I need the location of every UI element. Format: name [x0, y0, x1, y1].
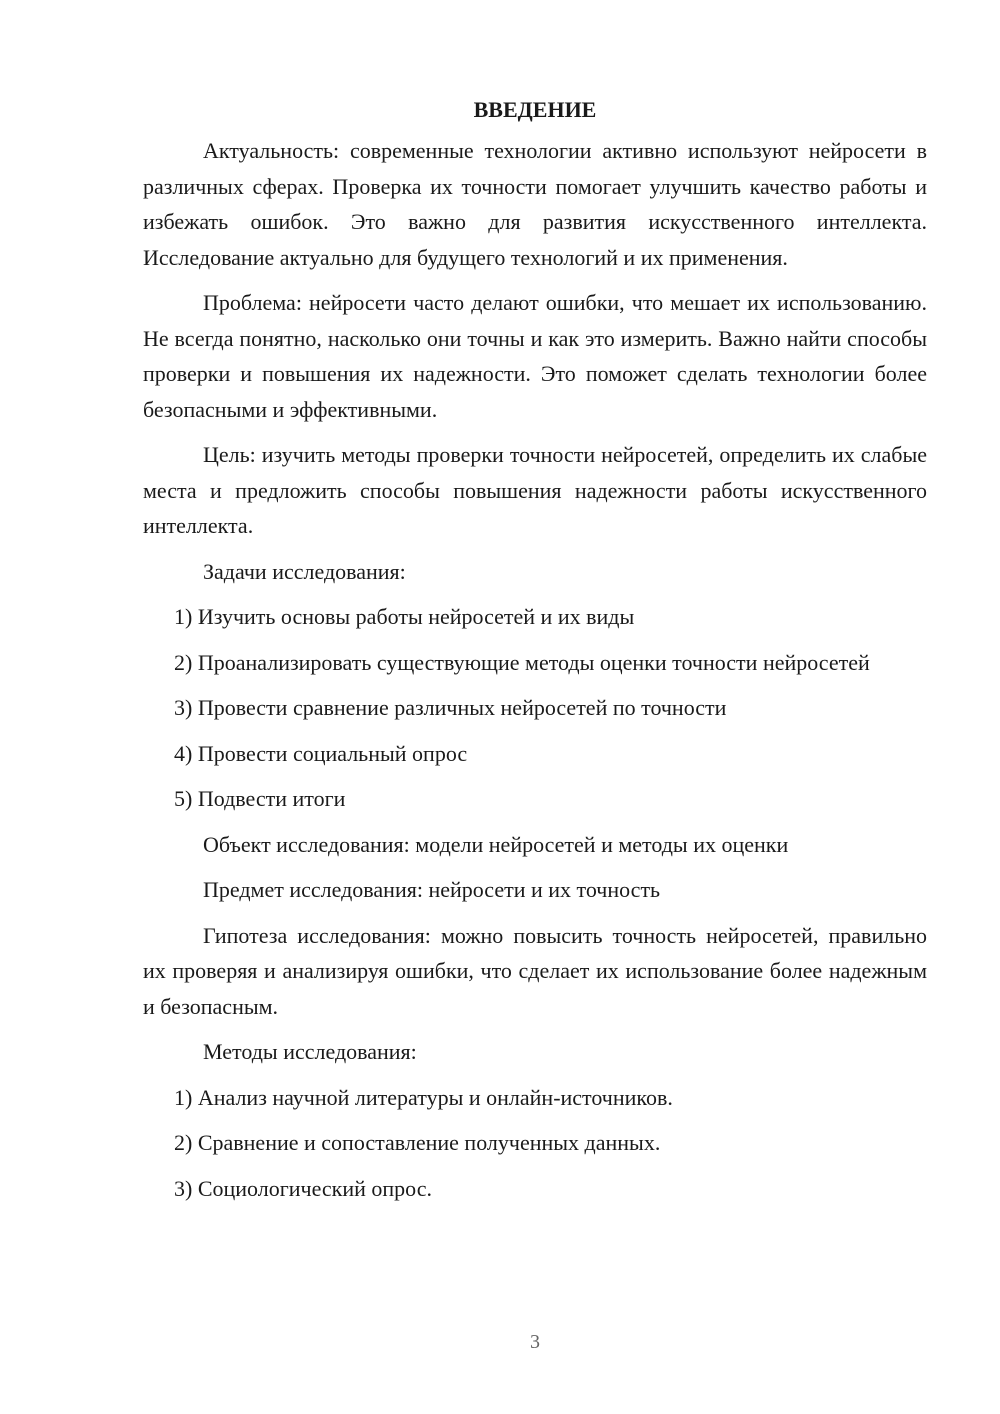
task-item-1: 1) Изучить основы работы нейросетей и их виды [174, 604, 635, 629]
method-item-1: 1) Анализ научной литературы и онлайн-источников. [174, 1084, 673, 1110]
object-paragraph: Объект исследования: модели нейросетей и методы их оценки [203, 831, 789, 857]
task-item-4: 4) Провести социальный опрос [174, 740, 468, 766]
method-item-3: 3) Социологический опрос. [174, 1175, 432, 1201]
problem-paragraph: Проблема: нейросети часто делают ошибки, что мешает их использованию. Не всегда понятно, насколько они точны и как это измерить. Важно найти способы проверки и повышения их надежности. Это поможет сделать технологии более безопасными и эффективными. [143, 290, 927, 422]
spacer [143, 771, 927, 781]
section-title: ВВЕДЕНИЕ [473, 97, 597, 122]
spacer [143, 726, 927, 736]
document-page [143, 92, 927, 1206]
spacer [143, 1070, 927, 1080]
method-item-2: 2) Сравнение и сопоставление полученных данных. [174, 1130, 661, 1155]
spacer [143, 635, 927, 645]
tasks-heading: Задачи исследования: [203, 558, 406, 584]
spacer [143, 1115, 927, 1125]
task-item-3: 3) Провести сравнение различных нейросетей по точности [174, 695, 727, 720]
spacer [143, 275, 927, 285]
spacer [143, 908, 927, 918]
page-number: 3 [530, 1331, 540, 1353]
relevance-paragraph: Актуальность: современные технологии активно используют нейросети в различных сферах. Проверка их точности помогает улучшить качество работы и избежать ошибок. Это важно для развития искусственного интеллекта. Исследование актуально для будущего технологий и их применения. [143, 138, 927, 270]
hypothesis-paragraph: Гипотеза исследования: можно повысить точность нейросетей, правильно их проверяя и анализируя ошибки, что сделает их использование более надежным и безопасным. [143, 922, 927, 1019]
spacer [143, 862, 927, 872]
methods-heading: Методы исследования: [203, 1039, 417, 1064]
spacer [143, 1024, 927, 1034]
task-item-2: 2) Проанализировать существующие методы оценки точности нейросетей [174, 649, 870, 675]
spacer [143, 680, 927, 690]
spacer [143, 427, 927, 437]
spacer [143, 1161, 927, 1171]
goal-paragraph: Цель: изучить методы проверки точности нейросетей, определить их слабые места и предложить способы повышения надежности работы искусственного интеллекта. [143, 442, 927, 538]
spacer [143, 589, 927, 599]
spacer [143, 817, 927, 827]
spacer [143, 544, 927, 554]
subject-paragraph: Предмет исследования: нейросети и их точность [203, 877, 661, 902]
task-item-5: 5) Подвести итоги [174, 786, 346, 811]
